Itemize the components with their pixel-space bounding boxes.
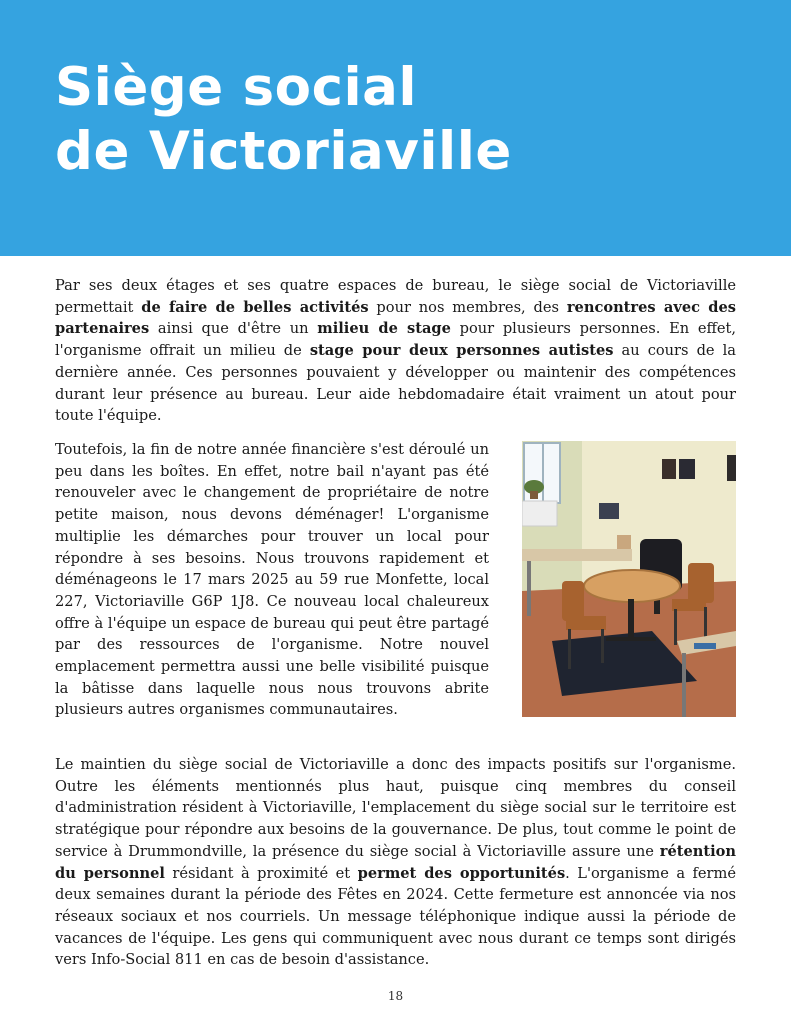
bold-text-run: de faire de belles activités [141,298,369,316]
move-paragraph: Toutefois, la fin de notre année financière s'est déroulé un peu dans les boîtes. En effet, notre bail n'ayant pas été renouveler avec le changement de propriétaire de notre petite maison, nous devons déménager! L'organisme multiplie les démarches pour trouver un local pour répondre à ses besoins. Nous trouvons rapidement et déménageons le 17 mars 2025 au 59 rue Monfette, local 227, Victoriaville G6P 1J8. Ce nouveau local chaleureux offre à l'équipe un espace de bureau qui peut être partagé par des ressources de l'organisme. Notre nouvel emplacement permettra aussi une belle visibilité puisque la bâtisse dans laquelle nous nous trouvons abrite plusieurs autres organismes communautaires. [55,441,489,719]
intro-paragraph [55,275,736,427]
page-title [55,56,512,184]
office-room-photo [522,441,736,717]
bold-text-run: stage pour deux personnes autistes [309,342,614,360]
title-line-1: Siège social [55,57,418,118]
text-run: au cours de la dernière année. Ces personnes pouvaient y développer ou maintenir des compétences durant leur présence au bureau. Leur aide hebdomadaire était vraiment un atout pour toute l'équipe. [55,342,736,425]
bold-text-run: rencontres avec des partenaires [55,298,736,338]
text-run: . L'organisme a fermé deux semaines durant la période des Fêtes en 2024. Cette fermeture est annoncée via nos réseaux sociaux et nos courriels. Un message téléphonique indique aussi la période de vacances de l'équipe. Les gens qui communiquent avec nous durant ce temps sont dirigés vers Info-Social 811 en cas de besoin d'assistance. [55,864,736,969]
page-number: 18 [387,989,404,1003]
text-run: pour plusieurs personnes. En effet, l'organisme offrait un milieu de [55,320,736,360]
impact-paragraph [55,754,736,971]
text-run: pour nos membres, des [368,298,567,316]
text-run: résidant à proximité et [164,864,358,882]
text-run: Par ses deux étages et ses quatre espaces de bureau, le siège social de Victoriaville permettait [55,277,736,316]
bold-text-run: permet des opportunités [357,864,566,882]
bold-text-run: rétention du personnel [55,842,736,882]
text-run: Le maintien du siège social de Victoriaville a donc des impacts positifs sur l'organisme. Outre les éléments mentionnés plus haut, puisque cinq membres du conseil d'administration résident à Victoriaville, l'emplacement du siège social sur le territoire est stratégique pour répondre aux besoins de la gouvernance. De plus, tout comme le point de service à Drummondville, la présence du siège social à Victoriaville assure une [55,756,736,860]
text-run: ainsi que d'être un [149,320,318,338]
title-line-2: de Victoriaville [55,121,512,182]
bold-text-run: milieu de stage [317,320,451,338]
